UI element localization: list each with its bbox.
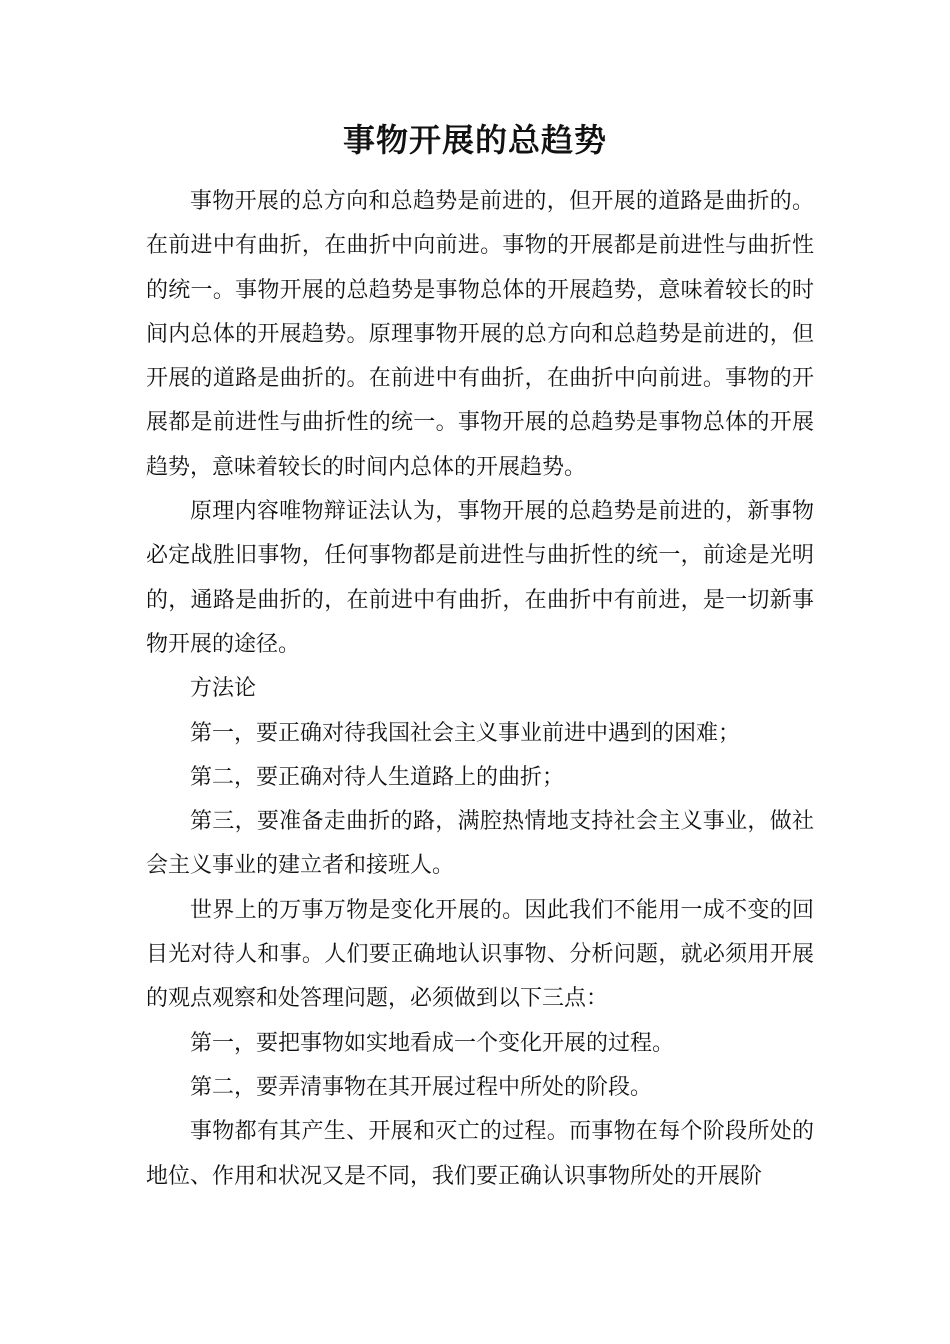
paragraph: 方法论 [190,676,257,702]
paragraph: 第一，要正确对待我国社会主义事业前进中遇到的困难； [190,720,741,746]
document-title: 事物开展的总趋势 [342,121,607,159]
paragraph: 第二，要正确对待人生道路上的曲折； [190,764,565,790]
paragraph: 世界上的万事万物是变化开展的。因此我们不能用一成不变的回目光对待人和事。人们要正确地认识事物、分析问题，就必须用开展的观点观察和处答理问题，必须做到以下三点： [146,897,814,1012]
paragraph: 第一，要把事物如实地看成一个变化开展的过程。 [190,1030,675,1056]
document-body [146,180,814,1199]
paragraph: 事物都有其产生、开展和灭亡的过程。而事物在每个阶段所处的地位、作用和状况又是不同，我们要正确认识事物所处的开展阶 [146,1119,814,1189]
paragraph: 原理内容唯物辩证法认为，事物开展的总趋势是前进的，新事物必定战胜旧事物，任何事物都是前进性与曲折性的统一，前途是光明的，通路是曲折的，在前进中有曲折，在曲折中有前进，是一切新事物开展的途径。 [146,499,814,657]
paragraph: 第二，要弄清事物在其开展过程中所处的阶段。 [190,1074,653,1100]
paragraph: 第三，要准备走曲折的路，满腔热情地支持社会主义事业，做社会主义事业的建立者和接班人。 [146,809,814,879]
paragraph: 事物开展的总方向和总趋势是前进的，但开展的道路是曲折的。在前进中有曲折，在曲折中向前进。事物的开展都是前进性与曲折性的统一。事物开展的总趋势是事物总体的开展趋势，意味着较长的时间内总体的开展趋势。原理事物开展的总方向和总趋势是前进的，但开展的道路是曲折的。在前进中有曲折，在曲折中向前进。事物的开展都是前进性与曲折性的统一。事物开展的总趋势是事物总体的开展趋势，意味着较长的时间内总体的开展趋势。 [146,189,814,480]
